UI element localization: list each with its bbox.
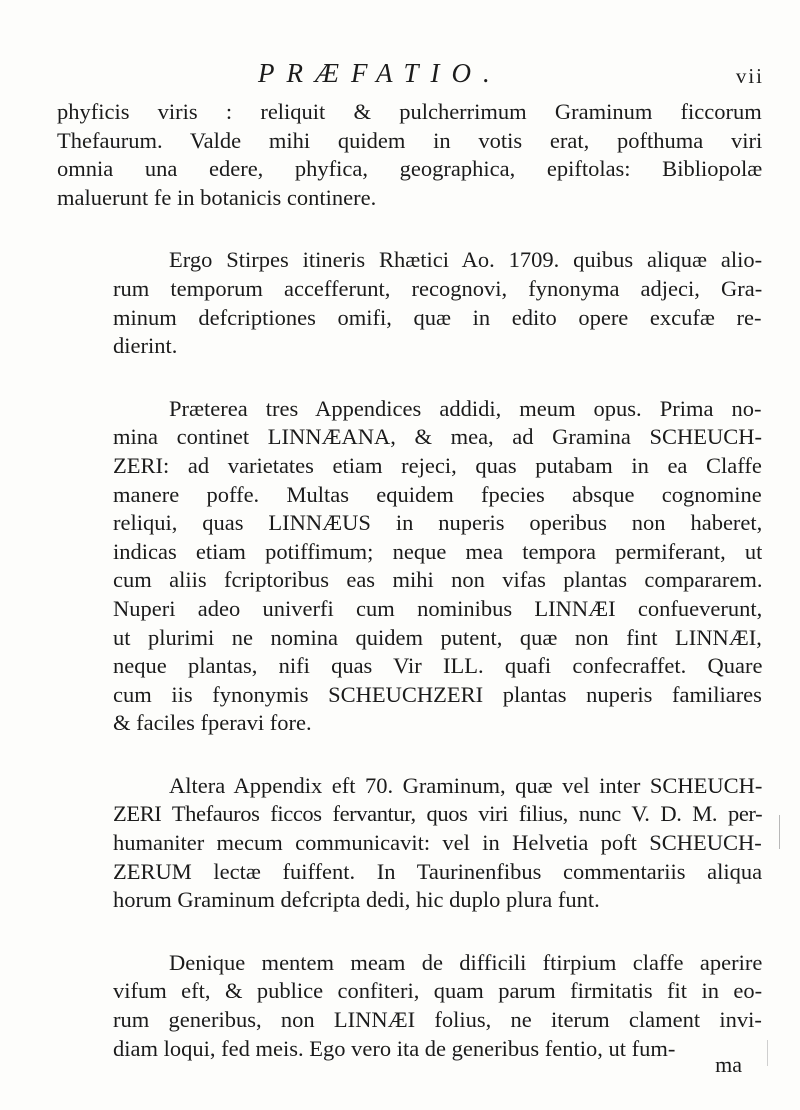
paragraph-4 bbox=[57, 772, 762, 915]
margin-mark bbox=[767, 1040, 778, 1066]
text-line: dierint. bbox=[113, 333, 178, 359]
text-line: Nuperi adeo univerfi cum nominibus LINNÆI confueverunt, bbox=[113, 595, 762, 621]
text-line: ZERI: ad varietates etiam rejeci, quas putabam in ea Claffe bbox=[113, 452, 762, 478]
paragraph-3 bbox=[57, 395, 762, 738]
body-text bbox=[57, 98, 762, 1063]
text-line: diam loqui, fed meis. Ego vero ita de generibus fentio, ut fum- bbox=[113, 1035, 676, 1061]
text-line: Altera Appendix eft 70. Graminum, quæ vel inter SCHEUCH- bbox=[169, 772, 762, 798]
text-line: reliqui, quas LINNÆUS in nuperis operibus non haberet, bbox=[113, 510, 762, 536]
text-line: minum defcriptiones omifi, quæ in edito opere excufæ re- bbox=[113, 304, 762, 330]
text-line: cum iis fynonymis SCHEUCHZERI plantas nuperis familiares bbox=[113, 681, 762, 707]
text-line: phyficis viris : reliquit & pulcherrimum Graminum ficcorum bbox=[57, 99, 762, 124]
text-line: & faciles fperavi fore. bbox=[113, 710, 312, 736]
paragraph-1 bbox=[57, 98, 762, 212]
text-line: humaniter mecum communicavit: vel in Helvetia poft SCHEUCH- bbox=[113, 830, 762, 856]
running-title: PRÆFATIO. bbox=[258, 58, 502, 88]
text-line: ZERUM lectæ fuiffent. In Taurinenfibus commentariis aliqua bbox=[113, 858, 762, 884]
paragraph-2 bbox=[57, 246, 762, 360]
text-line: cum aliis fcriptoribus eas mihi non vifas plantas compararem. bbox=[113, 567, 762, 593]
paragraph-5 bbox=[57, 949, 762, 1063]
text-line: ZERI Thefauros ficcos fervantur, quos viri filius, nunc V. D. M. per- bbox=[113, 801, 762, 827]
text-line: Thefaurum. Valde mihi quidem in votis erat, pofthuma viri bbox=[57, 127, 762, 153]
text-line: Ergo Stirpes itineris Rhætici Ao. 1709. quibus aliquæ alio- bbox=[169, 247, 762, 273]
text-line: ut plurimi ne nomina quidem putent, quæ non fint LINNÆI, bbox=[113, 624, 762, 650]
text-line: Denique mentem meam de difficili ftirpium claffe aperire bbox=[169, 949, 762, 975]
page-number: vii bbox=[735, 64, 764, 88]
text-line: Præterea tres Appendices addidi, meum opus. Prima no- bbox=[169, 395, 762, 421]
text-line: manere poffe. Multas equidem fpecies absque cognomine bbox=[113, 481, 762, 507]
running-head bbox=[0, 58, 800, 98]
catchword: ma bbox=[715, 1052, 742, 1077]
text-line: horum Graminum defcripta dedi, hic duplo plura funt. bbox=[113, 887, 600, 913]
text-line: vifum eft, & publice confiteri, quam parum firmitatis fit in eo- bbox=[113, 978, 762, 1004]
text-line: rum generibus, non LINNÆI folius, ne iterum clament invi- bbox=[113, 1007, 762, 1033]
text-line: neque plantas, nifi quas Vir ILL. quafi confecraffet. Quare bbox=[113, 653, 762, 679]
text-line: indicas etiam potiffimum; neque mea tempora permiferant, ut bbox=[113, 538, 762, 564]
text-line: rum temporum accefferunt, recognovi, fynonyma adjeci, Gra- bbox=[113, 275, 762, 301]
margin-mark bbox=[779, 815, 782, 849]
text-line: omnia una edere, phyfica, geographica, epiftolas: Bibliopolæ bbox=[57, 156, 762, 182]
text-line: mina continet LINNÆANA, & mea, ad Gramina SCHEUCH- bbox=[113, 424, 762, 450]
text-line: maluerunt fe in botanicis continere. bbox=[57, 184, 377, 210]
